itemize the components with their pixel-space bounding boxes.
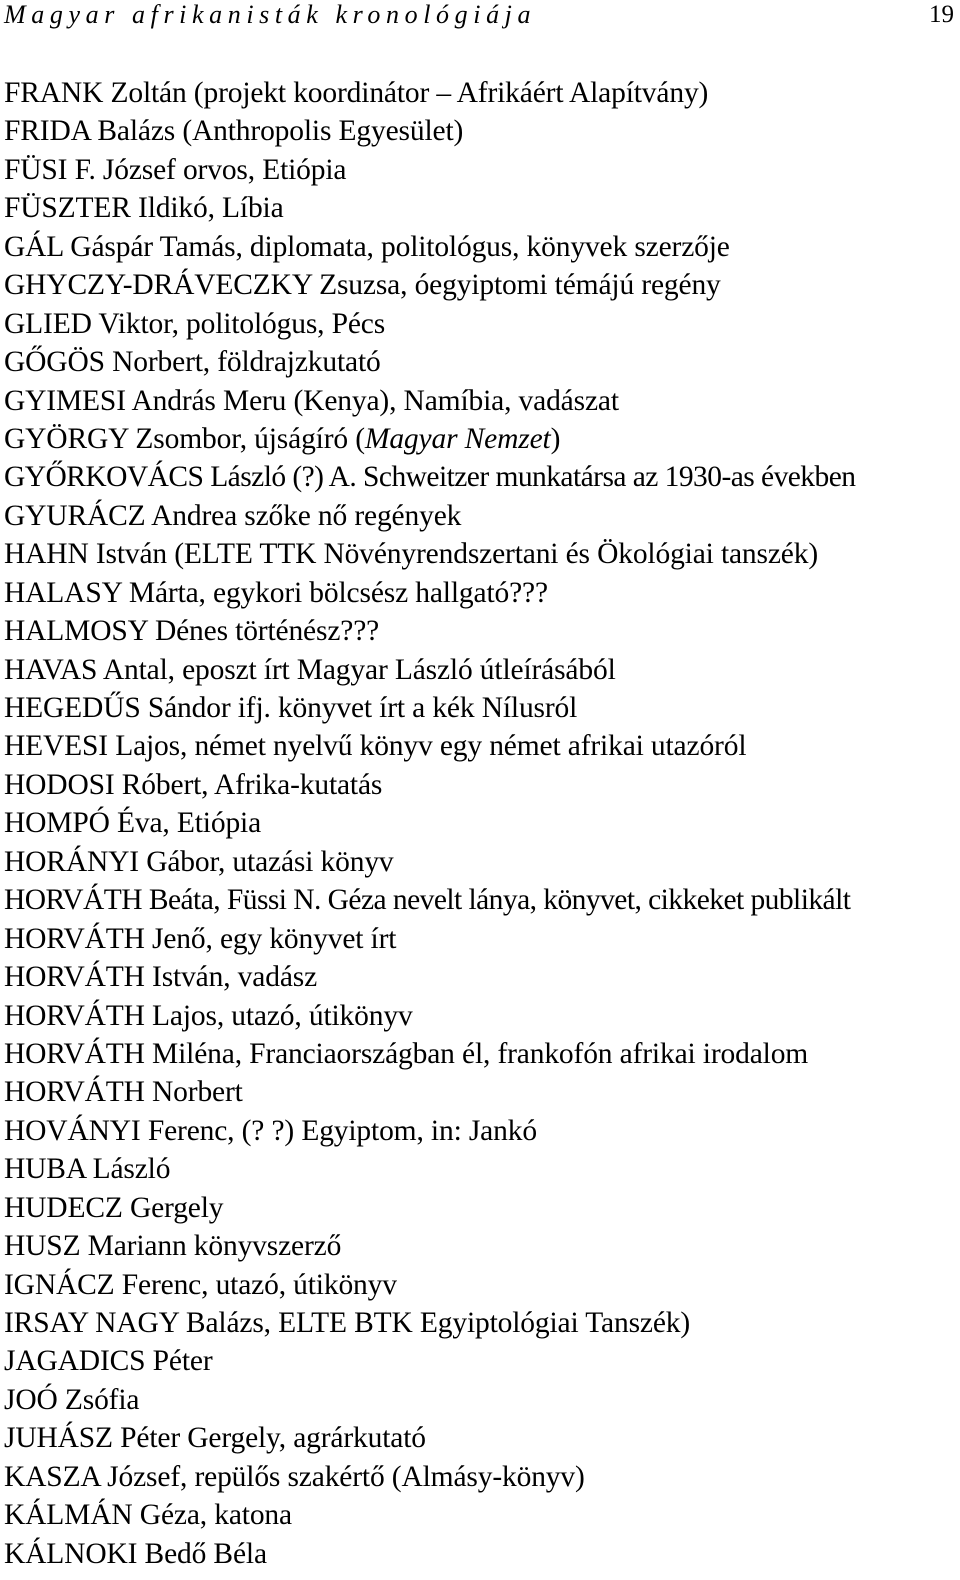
running-title: Magyar afrikanisták kronológiája [4, 0, 537, 29]
list-item: HORVÁTH István, vadász [4, 961, 318, 994]
list-item: JUHÁSZ Péter Gergely, agrárkutató [4, 1422, 426, 1455]
list-item: FRIDA Balázs (Anthropolis Egyesület) [4, 115, 464, 148]
list-item: HALASY Márta, egykori bölcsész hallgató??? [4, 576, 548, 609]
list-item: KÁLMÁN Géza, katona [4, 1499, 292, 1532]
list-item: KASZA József, repülős szakértő (Almásy-könyv) [4, 1460, 585, 1493]
list-item: HORVÁTH Miléna, Franciaországban él, frankofón afrikai irodalom [4, 1037, 809, 1070]
list-item: KÁLNOKI Bedő Béla [4, 1537, 267, 1570]
list-item: HEGEDŰS Sándor ifj. könyvet írt a kék Nílusról [4, 692, 578, 724]
list-item: HUSZ Mariann könyvszerző [4, 1230, 342, 1263]
list-item: HODOSI Róbert, Afrika-kutatás [4, 768, 383, 801]
list-item: JAGADICS Péter [4, 1345, 213, 1378]
running-header [4, 0, 954, 30]
list-item: HUDECZ Gergely [4, 1191, 224, 1224]
list-item: HOMPÓ Éva, Etiópia [4, 807, 262, 840]
page-number: 19 [929, 1, 954, 28]
list-item: HORVÁTH Norbert [4, 1076, 243, 1109]
list-item: HORVÁTH Lajos, utazó, útikönyv [4, 999, 413, 1032]
entry-text: GYÖRGY Zsombor, újságíró ( [4, 422, 365, 455]
list-item: JOÓ Zsófia [4, 1383, 140, 1416]
list-item: FRANK Zoltán (projekt koordinátor – Afrikáért Alapítvány) [4, 77, 709, 109]
list-item: IRSAY NAGY Balázs, ELTE BTK Egyiptológiai Tanszék) [4, 1307, 691, 1339]
list-item: GYURÁCZ Andrea szőke nő regények [4, 499, 462, 532]
list-item: GÁL Gáspár Tamás, diplomata, politológus, könyvek szerzője [4, 230, 730, 263]
list-item: HEVESI Lajos, német nyelvű könyv egy német afrikai utazóról [4, 730, 747, 763]
list-item: HAHN István (ELTE TTK Növényrendszertani és Ökológiai tanszék) [4, 538, 819, 571]
list-item: GYŐRKOVÁCS László (?) A. Schweitzer munkatársa az 1930-as években [4, 461, 856, 494]
list-item: GLIED Viktor, politológus, Pécs [4, 307, 386, 340]
list-item: HORÁNYI Gábor, utazási könyv [4, 845, 394, 878]
list-item: FÜSI F. József orvos, Etiópia [4, 153, 347, 186]
entry-list [4, 74, 956, 1573]
list-item: HORVÁTH Beáta, Füssi N. Géza nevelt lánya, könyvet, cikkeket publikált [4, 884, 851, 917]
list-item: HORVÁTH Jenő, egy könyvet írt [4, 922, 397, 955]
list-item: GYIMESI András Meru (Kenya), Namíbia, vadászat [4, 384, 619, 417]
list-item: GHYCZY-DRÁVECZKY Zsuzsa, óegyiptomi témájú regény [4, 269, 721, 302]
list-item: HOVÁNYI Ferenc, (? ?) Egyiptom, in: Jankó [4, 1114, 537, 1147]
list-item: IGNÁCZ Ferenc, utazó, útikönyv [4, 1268, 397, 1301]
list-item: HALMOSY Dénes történész??? [4, 615, 380, 648]
list-item: HAVAS Antal, eposzt írt Magyar László útleírásából [4, 653, 616, 686]
list-item [4, 420, 956, 458]
list-item: GŐGÖS Norbert, földrajzkutató [4, 346, 381, 379]
publication-title: Magyar Nemzet [364, 422, 551, 455]
entry-text: ) [550, 422, 561, 455]
list-item: FÜSZTER Ildikó, Líbia [4, 192, 284, 225]
list-item: HUBA László [4, 1153, 171, 1186]
